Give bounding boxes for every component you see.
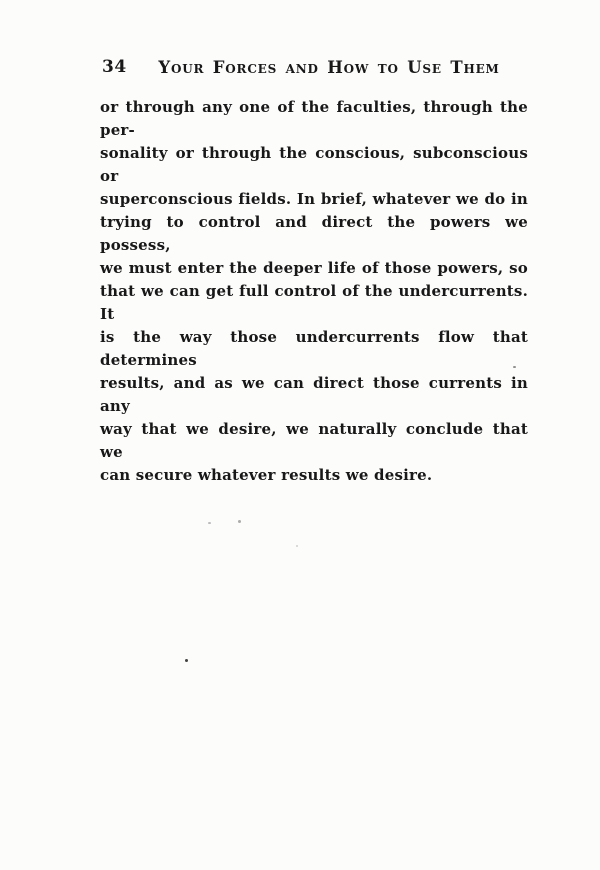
running-title: Your Forces and How to Use Them bbox=[158, 58, 500, 77]
scan-speck bbox=[238, 520, 241, 523]
scan-speck bbox=[208, 522, 211, 524]
text-line: way that we desire, we naturally conclude that we bbox=[100, 420, 528, 461]
scan-speck bbox=[513, 366, 516, 368]
page-number: 34 bbox=[102, 57, 127, 77]
text-line: or through any one of the faculties, through the per- bbox=[100, 98, 528, 139]
text-line: superconscious fields. In brief, whatever we do in bbox=[100, 190, 528, 208]
scan-speck bbox=[185, 659, 188, 662]
text-line: we must enter the deeper life of those powers, so bbox=[100, 259, 528, 277]
text-line: that we can get full control of the undercurrents. It bbox=[100, 282, 528, 323]
page-header bbox=[100, 57, 528, 79]
paragraph bbox=[100, 96, 528, 487]
text-line: can secure whatever results we desire. bbox=[100, 466, 433, 484]
text-line: sonality or through the conscious, subconscious or bbox=[100, 144, 528, 185]
text-line: trying to control and direct the powers we possess, bbox=[100, 213, 528, 254]
text-line: results, and as we can direct those currents in any bbox=[100, 374, 528, 415]
text-line: is the way those undercurrents flow that determines bbox=[100, 328, 528, 369]
scan-speck bbox=[296, 545, 298, 547]
